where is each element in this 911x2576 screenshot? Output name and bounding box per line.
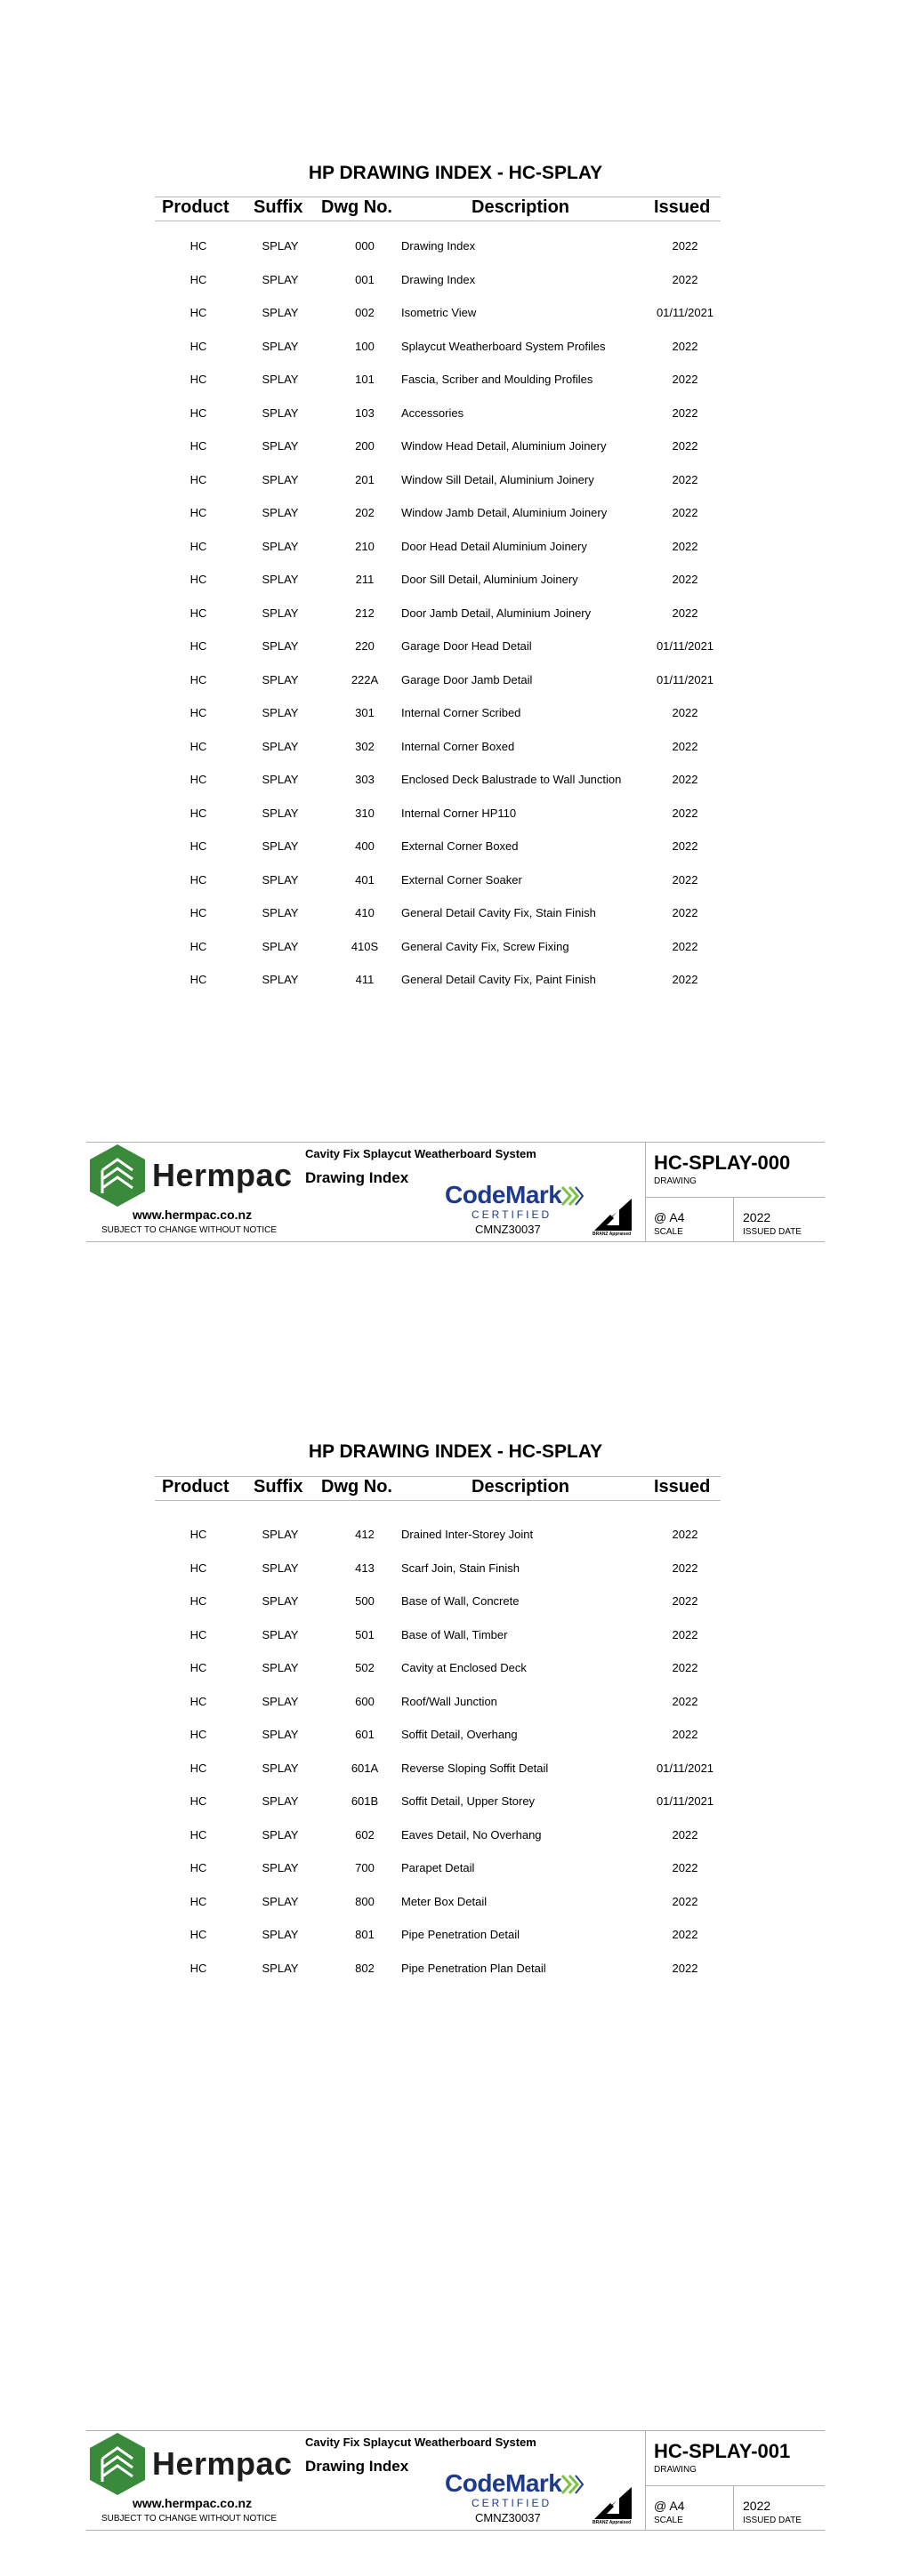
table-row <box>0 1590 911 1624</box>
cell-issued: 2022 <box>672 1928 698 1941</box>
cell-issued: 2022 <box>672 973 698 986</box>
cell-description: Eaves Detail, No Overhang <box>401 1827 542 1842</box>
hermpac-logo-icon <box>88 1144 147 1208</box>
cell-product: HC <box>189 973 207 986</box>
cell-description: Window Head Detail, Aluminium Joinery <box>401 439 607 453</box>
website-text: www.hermpac.co.nz <box>133 2496 253 2510</box>
cell-suffix: SPLAY <box>262 339 299 353</box>
title-block <box>86 2430 825 2531</box>
column-header-suffix: Suffix <box>254 197 303 217</box>
table-row <box>0 269 911 302</box>
cell-description: Internal Corner Scribed <box>401 706 521 719</box>
cell-product: HC <box>189 1961 207 1975</box>
title-block-divider <box>645 2485 825 2486</box>
cell-suffix: SPLAY <box>262 906 299 919</box>
cell-issued: 2022 <box>672 906 698 919</box>
cell-suffix: SPLAY <box>262 1894 299 1908</box>
cell-dwg-no: 401 <box>355 872 375 887</box>
cell-product: HC <box>189 639 207 653</box>
cell-description: Scarf Join, Stain Finish <box>401 1561 520 1575</box>
change-notice: SUBJECT TO CHANGE WITHOUT NOTICE <box>101 1225 278 1235</box>
cell-dwg-no: 303 <box>355 773 375 786</box>
table-row <box>0 502 911 535</box>
branz-caption: BRANZ Appraised <box>593 2520 632 2525</box>
cell-description: Internal Corner Boxed <box>401 739 515 753</box>
drawing-number: HC-SPLAY-001 <box>654 2440 791 2462</box>
sheet-description: Drawing Index <box>305 2458 409 2475</box>
cell-product: HC <box>189 1928 207 1941</box>
cell-suffix: SPLAY <box>262 573 299 586</box>
cell-description: Drawing Index <box>401 239 476 253</box>
cell-issued: 2022 <box>672 339 698 353</box>
cell-suffix: SPLAY <box>262 1627 299 1641</box>
cell-product: HC <box>189 1594 207 1608</box>
project-title: Cavity Fix Splaycut Weatherboard System <box>305 2436 536 2449</box>
table-row <box>0 735 911 769</box>
cell-description: Window Sill Detail, Aluminium Joinery <box>401 472 594 486</box>
cell-description: Isometric View <box>401 306 477 319</box>
cell-issued: 2022 <box>672 806 698 820</box>
index-title: HP DRAWING INDEX - HC-SPLAY <box>308 1441 603 1462</box>
title-block-divider <box>645 1197 825 1198</box>
table-row <box>0 1690 911 1724</box>
table-row <box>0 935 911 969</box>
cell-product: HC <box>189 1561 207 1575</box>
cell-product: HC <box>189 1794 207 1808</box>
cell-dwg-no: 101 <box>355 373 375 386</box>
cell-issued: 01/11/2021 <box>656 1794 714 1808</box>
cell-issued: 01/11/2021 <box>656 672 714 686</box>
cell-dwg-no: 501 <box>355 1627 375 1641</box>
table-row <box>0 869 911 903</box>
cell-dwg-no: 002 <box>355 306 375 319</box>
cell-description: General Cavity Fix, Screw Fixing <box>401 939 569 953</box>
drawing-label: DRAWING <box>654 2465 697 2475</box>
cell-description: Garage Door Jamb Detail <box>401 672 533 686</box>
cell-suffix: SPLAY <box>262 1561 299 1575</box>
cell-suffix: SPLAY <box>262 1794 299 1808</box>
cell-product: HC <box>189 1728 207 1741</box>
cell-product: HC <box>189 1827 207 1842</box>
cell-product: HC <box>189 939 207 953</box>
cell-suffix: SPLAY <box>262 872 299 887</box>
column-header-dwg-no: Dwg No. <box>321 197 392 217</box>
index-title: HP DRAWING INDEX - HC-SPLAY <box>308 163 603 183</box>
cell-dwg-no: 801 <box>355 1928 375 1941</box>
cell-issued: 2022 <box>672 1627 698 1641</box>
cell-description: Accessories <box>401 405 464 420</box>
cell-description: Drained Inter-Storey Joint <box>401 1528 534 1541</box>
cell-dwg-no: 412 <box>355 1528 375 1541</box>
cell-product: HC <box>189 1861 207 1874</box>
cell-issued: 2022 <box>672 1528 698 1541</box>
cell-product: HC <box>189 773 207 786</box>
cell-dwg-no: 301 <box>355 706 375 719</box>
cell-description: General Detail Cavity Fix, Paint Finish <box>401 973 596 986</box>
title-block-rule <box>86 1142 825 1143</box>
cell-dwg-no: 200 <box>355 439 375 453</box>
cell-suffix: SPLAY <box>262 1761 299 1775</box>
column-header-product: Product <box>162 197 230 217</box>
table-row <box>0 1557 911 1591</box>
cell-description: Parapet Detail <box>401 1861 475 1874</box>
cell-dwg-no: 202 <box>355 506 375 519</box>
title-block-rule <box>86 2530 825 2531</box>
cell-description: Base of Wall, Concrete <box>401 1594 520 1608</box>
cell-issued: 2022 <box>672 573 698 586</box>
header-rule-top <box>155 1476 721 1477</box>
cell-issued: 2022 <box>672 405 698 420</box>
cell-product: HC <box>189 539 207 553</box>
cell-product: HC <box>189 272 207 286</box>
cell-suffix: SPLAY <box>262 706 299 719</box>
cell-suffix: SPLAY <box>262 672 299 686</box>
table-row <box>0 602 911 636</box>
cell-dwg-no: 210 <box>355 539 375 553</box>
cell-description: Meter Box Detail <box>401 1894 488 1908</box>
cell-dwg-no: 700 <box>355 1861 375 1874</box>
cell-issued: 01/11/2021 <box>656 1761 714 1775</box>
change-notice: SUBJECT TO CHANGE WITHOUT NOTICE <box>101 2514 278 2524</box>
cell-suffix: SPLAY <box>262 806 299 820</box>
codemark-wordmark: CodeMark <box>445 1181 562 1208</box>
cell-description: Enclosed Deck Balustrade to Wall Junction <box>401 773 622 786</box>
cell-suffix: SPLAY <box>262 1728 299 1741</box>
cell-description: External Corner Boxed <box>401 839 519 853</box>
cell-suffix: SPLAY <box>262 1661 299 1674</box>
cell-dwg-no: 800 <box>355 1894 375 1908</box>
table-row <box>0 1957 911 1991</box>
codemark-logo <box>445 2469 583 2508</box>
cell-product: HC <box>189 1661 207 1674</box>
cell-suffix: SPLAY <box>262 373 299 386</box>
table-row <box>0 635 911 669</box>
table-row <box>0 1824 911 1858</box>
cell-description: Splaycut Weatherboard System Profiles <box>401 339 606 353</box>
cell-product: HC <box>189 672 207 686</box>
header-rule-bottom <box>155 1500 721 1501</box>
title-block <box>86 1142 825 1242</box>
cell-suffix: SPLAY <box>262 1528 299 1541</box>
cell-product: HC <box>189 839 207 853</box>
table-row <box>0 802 911 836</box>
cell-description: Reverse Sloping Soffit Detail <box>401 1761 549 1775</box>
table-row <box>0 968 911 1002</box>
cell-product: HC <box>189 306 207 319</box>
cell-description: Cavity at Enclosed Deck <box>401 1661 527 1674</box>
cell-suffix: SPLAY <box>262 739 299 753</box>
certificate-number: CMNZ30037 <box>475 1223 541 1236</box>
cell-dwg-no: 310 <box>355 806 375 820</box>
cell-suffix: SPLAY <box>262 272 299 286</box>
index-table-body <box>0 235 911 1002</box>
cell-dwg-no: 413 <box>355 1561 375 1575</box>
cell-dwg-no: 411 <box>355 973 375 986</box>
cell-issued: 01/11/2021 <box>656 639 714 653</box>
cell-dwg-no: 201 <box>355 472 375 486</box>
brand-name: Hermpac <box>152 1157 293 1193</box>
table-row <box>0 1657 911 1690</box>
scale-label: SCALE <box>654 1227 683 1237</box>
cell-issued: 2022 <box>672 773 698 786</box>
cell-product: HC <box>189 439 207 453</box>
cell-dwg-no: 000 <box>355 239 375 253</box>
cell-issued: 2022 <box>672 1661 698 1674</box>
chevron-icon <box>560 1184 584 1208</box>
certificate-number: CMNZ30037 <box>475 2511 541 2524</box>
title-block-divider <box>733 1197 734 1242</box>
cell-description: Pipe Penetration Plan Detail <box>401 1961 546 1975</box>
cell-product: HC <box>189 573 207 586</box>
cell-issued: 2022 <box>672 739 698 753</box>
cell-product: HC <box>189 339 207 353</box>
cell-issued: 2022 <box>672 1694 698 1708</box>
cell-suffix: SPLAY <box>262 939 299 953</box>
table-row <box>0 469 911 502</box>
title-block-divider <box>733 2485 734 2531</box>
project-title: Cavity Fix Splaycut Weatherboard System <box>305 1147 536 1160</box>
cell-product: HC <box>189 739 207 753</box>
cell-issued: 2022 <box>672 606 698 620</box>
cell-suffix: SPLAY <box>262 539 299 553</box>
table-row <box>0 235 911 269</box>
cell-description: Door Head Detail Aluminium Joinery <box>401 539 587 553</box>
cell-dwg-no: 222A <box>351 672 379 686</box>
cell-suffix: SPLAY <box>262 773 299 786</box>
cell-dwg-no: 103 <box>355 405 375 420</box>
table-row <box>0 1923 911 1957</box>
table-row <box>0 702 911 735</box>
cell-dwg-no: 602 <box>355 1827 375 1842</box>
cell-dwg-no: 001 <box>355 272 375 286</box>
issued-date-label: ISSUED DATE <box>743 2516 802 2525</box>
cell-description: External Corner Soaker <box>401 872 522 887</box>
table-row <box>0 568 911 602</box>
cell-product: HC <box>189 872 207 887</box>
cell-suffix: SPLAY <box>262 606 299 620</box>
brand-name: Hermpac <box>152 2445 293 2482</box>
table-row <box>0 301 911 335</box>
issued-date-value: 2022 <box>743 1210 771 1224</box>
cell-dwg-no: 100 <box>355 339 375 353</box>
table-row <box>0 1723 911 1757</box>
cell-suffix: SPLAY <box>262 839 299 853</box>
table-row <box>0 535 911 569</box>
drawing-sheet-2 <box>0 1288 911 2576</box>
cell-issued: 2022 <box>672 1894 698 1908</box>
cell-issued: 2022 <box>672 539 698 553</box>
codemark-certified: CERTIFIED <box>472 1208 552 1221</box>
cell-issued: 2022 <box>672 706 698 719</box>
table-row <box>0 1624 911 1657</box>
title-block-rule <box>86 2430 825 2431</box>
cell-product: HC <box>189 239 207 253</box>
cell-description: Internal Corner HP110 <box>401 806 517 820</box>
cell-product: HC <box>189 1627 207 1641</box>
cell-description: Garage Door Head Detail <box>401 639 532 653</box>
cell-dwg-no: 601B <box>351 1794 379 1808</box>
cell-suffix: SPLAY <box>262 973 299 986</box>
cell-product: HC <box>189 906 207 919</box>
cell-product: HC <box>189 1694 207 1708</box>
cell-suffix: SPLAY <box>262 405 299 420</box>
cell-issued: 01/11/2021 <box>656 306 714 319</box>
cell-dwg-no: 601A <box>351 1761 379 1775</box>
column-header-issued: Issued <box>654 1477 711 1497</box>
column-header-description: Description <box>472 1477 570 1497</box>
cell-issued: 2022 <box>672 272 698 286</box>
scale-value: @ A4 <box>654 1210 685 1224</box>
cell-issued: 2022 <box>672 1861 698 1874</box>
title-block-rule <box>86 1241 825 1242</box>
cell-suffix: SPLAY <box>262 1961 299 1975</box>
table-row <box>0 1523 911 1557</box>
cell-product: HC <box>189 1528 207 1541</box>
column-header-product: Product <box>162 1477 230 1497</box>
cell-dwg-no: 400 <box>355 839 375 853</box>
scale-value: @ A4 <box>654 2499 685 2513</box>
chevron-icon <box>560 2473 584 2496</box>
cell-suffix: SPLAY <box>262 1694 299 1708</box>
cell-issued: 2022 <box>672 1594 698 1608</box>
cell-product: HC <box>189 506 207 519</box>
cell-suffix: SPLAY <box>262 639 299 653</box>
cell-product: HC <box>189 606 207 620</box>
cell-product: HC <box>189 706 207 719</box>
cell-suffix: SPLAY <box>262 239 299 253</box>
website-text: www.hermpac.co.nz <box>133 1208 253 1222</box>
cell-issued: 2022 <box>672 939 698 953</box>
cell-description: Door Jamb Detail, Aluminium Joinery <box>401 606 592 620</box>
table-row <box>0 335 911 369</box>
cell-dwg-no: 220 <box>355 639 375 653</box>
cell-description: General Detail Cavity Fix, Stain Finish <box>401 906 596 919</box>
cell-product: HC <box>189 472 207 486</box>
cell-description: Fascia, Scriber and Moulding Profiles <box>401 373 593 386</box>
cell-suffix: SPLAY <box>262 1861 299 1874</box>
codemark-logo <box>445 1181 583 1220</box>
title-block-divider <box>645 2430 646 2531</box>
cell-dwg-no: 410 <box>355 906 375 919</box>
cell-issued: 2022 <box>672 1728 698 1741</box>
issued-date-label: ISSUED DATE <box>743 1227 802 1237</box>
cell-product: HC <box>189 1894 207 1908</box>
issued-date-value: 2022 <box>743 2499 771 2513</box>
table-row <box>0 669 911 702</box>
codemark-wordmark: CodeMark <box>445 2469 562 2497</box>
cell-product: HC <box>189 405 207 420</box>
cell-dwg-no: 212 <box>355 606 375 620</box>
table-row <box>0 1857 911 1890</box>
column-header-description: Description <box>472 197 570 217</box>
table-row <box>0 835 911 869</box>
column-header-suffix: Suffix <box>254 1477 303 1497</box>
branz-caption: BRANZ Appraised <box>593 1232 632 1237</box>
cell-suffix: SPLAY <box>262 306 299 319</box>
table-row <box>0 1890 911 1924</box>
cell-issued: 2022 <box>672 1561 698 1575</box>
cell-suffix: SPLAY <box>262 1827 299 1842</box>
cell-dwg-no: 601 <box>355 1728 375 1741</box>
column-header-issued: Issued <box>654 197 711 217</box>
table-row <box>0 435 911 469</box>
cell-description: Window Jamb Detail, Aluminium Joinery <box>401 506 608 519</box>
cell-description: Door Sill Detail, Aluminium Joinery <box>401 573 578 586</box>
cell-description: Pipe Penetration Detail <box>401 1928 520 1941</box>
table-row <box>0 368 911 402</box>
cell-issued: 2022 <box>672 373 698 386</box>
table-row <box>0 1757 911 1791</box>
cell-product: HC <box>189 373 207 386</box>
cell-product: HC <box>189 1761 207 1775</box>
title-block-divider <box>645 1142 646 1242</box>
cell-suffix: SPLAY <box>262 506 299 519</box>
cell-issued: 2022 <box>672 1827 698 1842</box>
index-table-body <box>0 1523 911 1990</box>
cell-dwg-no: 500 <box>355 1594 375 1608</box>
cell-dwg-no: 410S <box>351 939 379 953</box>
cell-suffix: SPLAY <box>262 439 299 453</box>
cell-description: Drawing Index <box>401 272 476 286</box>
cell-issued: 2022 <box>672 239 698 253</box>
scale-label: SCALE <box>654 2516 683 2525</box>
cell-dwg-no: 502 <box>355 1661 375 1674</box>
cell-dwg-no: 600 <box>355 1694 375 1708</box>
cell-description: Roof/Wall Junction <box>401 1694 497 1708</box>
cell-issued: 2022 <box>672 506 698 519</box>
hermpac-logo-icon <box>88 2432 147 2496</box>
cell-dwg-no: 302 <box>355 739 375 753</box>
cell-suffix: SPLAY <box>262 1594 299 1608</box>
table-row <box>0 1790 911 1824</box>
cell-product: HC <box>189 806 207 820</box>
cell-suffix: SPLAY <box>262 1928 299 1941</box>
cell-issued: 2022 <box>672 1961 698 1975</box>
cell-issued: 2022 <box>672 839 698 853</box>
table-row <box>0 902 911 935</box>
drawing-number: HC-SPLAY-000 <box>654 1152 791 1174</box>
cell-dwg-no: 802 <box>355 1961 375 1975</box>
cell-dwg-no: 211 <box>355 573 375 586</box>
column-header-dwg-no: Dwg No. <box>321 1477 392 1497</box>
drawing-label: DRAWING <box>654 1176 697 1186</box>
cell-issued: 2022 <box>672 439 698 453</box>
table-row <box>0 402 911 436</box>
table-row <box>0 768 911 802</box>
cell-description: Base of Wall, Timber <box>401 1627 508 1641</box>
cell-issued: 2022 <box>672 872 698 887</box>
codemark-certified: CERTIFIED <box>472 2497 552 2509</box>
cell-suffix: SPLAY <box>262 472 299 486</box>
cell-issued: 2022 <box>672 472 698 486</box>
sheet-description: Drawing Index <box>305 1169 409 1186</box>
cell-description: Soffit Detail, Overhang <box>401 1728 518 1741</box>
cell-description: Soffit Detail, Upper Storey <box>401 1794 536 1808</box>
